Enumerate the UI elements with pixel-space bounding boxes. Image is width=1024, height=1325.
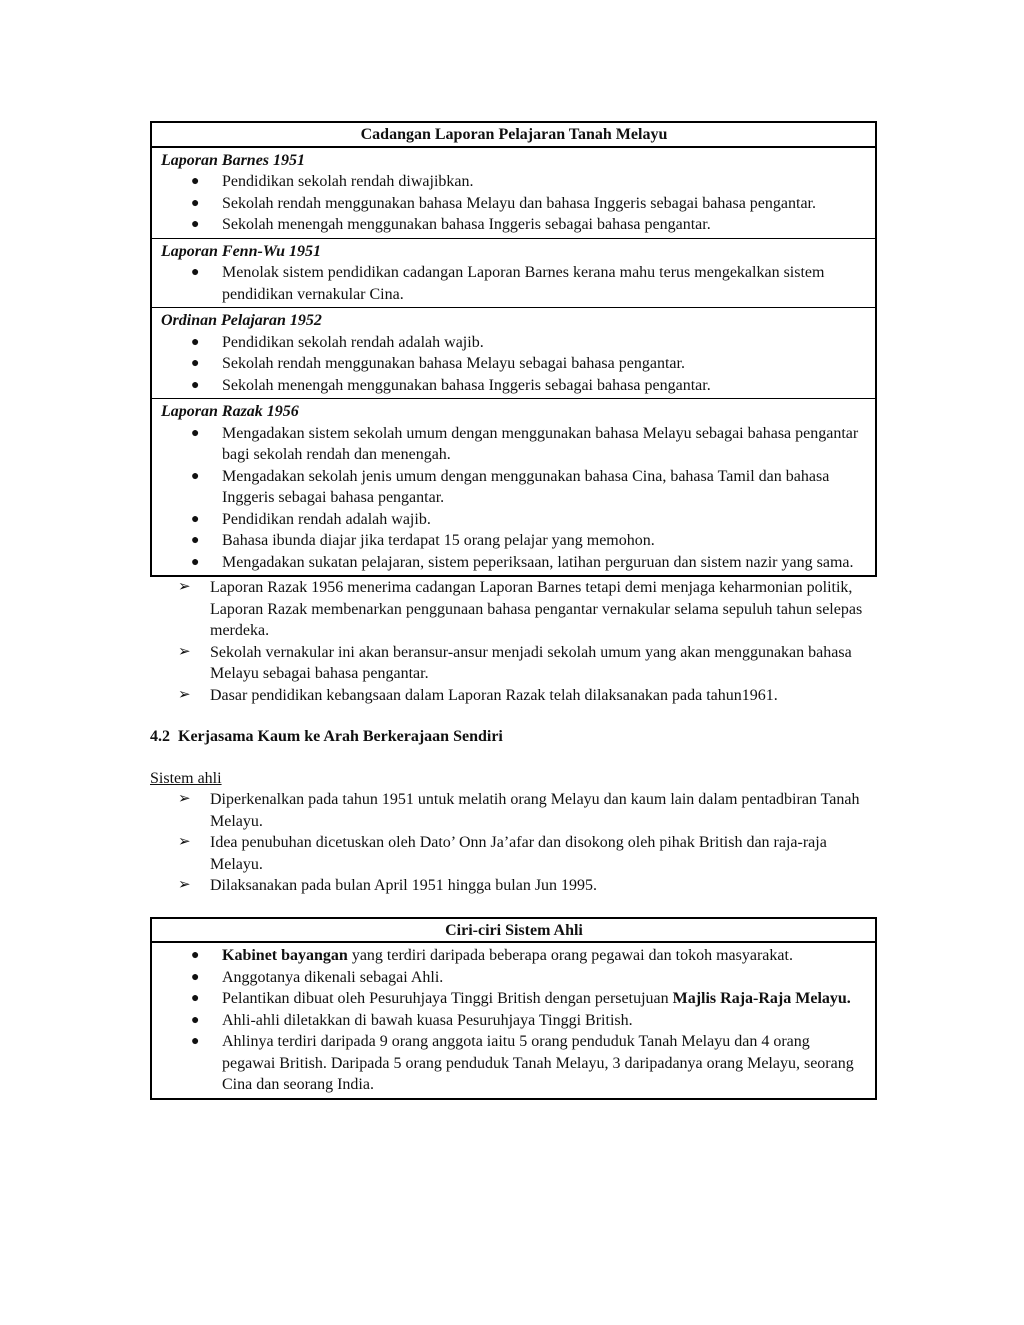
laporan-table: [150, 121, 877, 577]
section-title: Laporan Fenn-Wu 1951: [161, 242, 322, 260]
list-item: ● Menolak sistem pendidikan cadangan Laporan Barnes kerana mahu terus mengekalkan sistem pendidikan vernakular Cina.: [191, 264, 825, 303]
list-item: ➢ Dasar pendidikan kebangsaan dalam Laporan Razak telah dilaksanakan pada tahun1961.: [150, 685, 867, 707]
bullet-icon: ●: [191, 554, 200, 570]
list-item: ➢ Idea penubuhan dicetuskan oleh Dato’ Onn Ja’afar dan disokong oleh pihak British dan raja-raja Melayu.: [178, 834, 827, 873]
bullet-icon: ●: [191, 174, 200, 189]
bullet-icon: ●: [191, 969, 200, 985]
list-item: ● Pendidikan rendah adalah wajib.: [161, 509, 867, 531]
list-item: ● Ahli-ahli diletakkan di bawah kuasa Pesuruhjaya Tinggi British.: [161, 1010, 867, 1032]
list-item: ● Mengadakan sukatan pelajaran, sistem peperiksaan, latihan perguruan dan sistem nazir yang sama.: [161, 552, 867, 574]
table-title: Cadangan Laporan Pelajaran Tanah Melayu: [151, 122, 876, 147]
list-item: ● Sekolah menengah menggunakan bahasa Inggeris sebagai bahasa pengantar.: [161, 214, 867, 236]
arrow-bullet-icon: ➢: [178, 877, 191, 893]
list-item: ● Pelantikan dibuat oleh Pesuruhjaya Tinggi British dengan persetujuan Majlis Raja-Raja Melayu.: [161, 988, 867, 1010]
section-ordinan: [151, 308, 876, 399]
list-item: ➢ Laporan Razak 1956 menerima cadangan Laporan Barnes tetapi demi menjaga keharmonian politik, Laporan Razak membenarkan penggunaan bahasa pengantar vernakular selama sepuluh tahun selepas merdeka.: [178, 579, 863, 639]
list-item: ● Kabinet bayangan yang terdiri daripada beberapa orang pegawai dan tokoh masyarakat.: [161, 945, 867, 967]
bullet-icon: ●: [191, 533, 200, 548]
table-title: Ciri-ciri Sistem Ahli: [151, 918, 876, 943]
list-item: ● Sekolah menengah menggunakan bahasa Inggeris sebagai bahasa pengantar.: [161, 375, 867, 397]
bullet-icon: ●: [191, 356, 200, 371]
list-item: ● Mengadakan sekolah jenis umum dengan menggunakan bahasa Cina, bahasa Tamil dan bahasa Inggeris sebagai bahasa pengantar.: [191, 467, 830, 506]
arrow-bullet-icon: ➢: [178, 834, 191, 850]
bullet-icon: ●: [191, 377, 200, 393]
list-item: ● Sekolah rendah menggunakan bahasa Melayu dan bahasa Inggeris sebagai bahasa pengantar.: [161, 193, 867, 215]
section-fenn-wu: [151, 238, 876, 308]
arrow-bullet-icon: ➢: [178, 579, 191, 595]
arrow-bullet-icon: ➢: [178, 686, 191, 703]
subheading: Sistem ahli: [150, 769, 222, 787]
list-item: ● Pendidikan sekolah rendah adalah wajib.: [161, 332, 867, 354]
list-item: ● Pendidikan sekolah rendah diwajibkan.: [161, 171, 867, 193]
arrow-bullet-icon: ➢: [178, 643, 191, 660]
bullet-icon: ●: [191, 265, 200, 280]
ciri-table: [150, 917, 877, 1100]
list-item: ● Bahasa ibunda diajar jika terdapat 15 orang pelajar yang memohon.: [161, 530, 867, 552]
list-item: ● Mengadakan sistem sekolah umum dengan menggunakan bahasa Melayu sebagai bahasa pengantar bagi sekolah rendah dan menengah.: [191, 424, 859, 463]
bullet-icon: ●: [191, 468, 200, 484]
section-barnes: [151, 147, 876, 239]
ciri-items: [151, 942, 876, 1099]
sistem-notes-list: [150, 789, 877, 897]
bullet-icon: ●: [191, 511, 200, 527]
bullet-icon: ●: [191, 195, 200, 211]
arrow-bullet-icon: ➢: [178, 791, 191, 807]
list-item: ➢ Dilaksanakan pada bulan April 1951 hingga bulan Jun 1995.: [150, 875, 867, 897]
document-page: [150, 121, 877, 1100]
list-item: ● Ahlinya terdiri daripada 9 orang anggota iaitu 5 orang penduduk Tanah Melayu dan 4 orang pegawai British. Daripada 5 orang penduduk Tanah Melayu, 3 daripadanya orang Melayu, seorang Cina dan seorang India.: [191, 1033, 854, 1093]
bullet-icon: ●: [191, 1034, 200, 1049]
bullet-icon: ●: [191, 425, 200, 441]
bullet-icon: ●: [191, 1012, 200, 1028]
bullet-icon: ●: [191, 217, 200, 232]
bullet-icon: ●: [191, 334, 200, 350]
section-title: Ordinan Pelajaran 1952: [161, 312, 322, 329]
list-item: ➢ Diperkenalkan pada tahun 1951 untuk melatih orang Melayu dan kaum lain dalam pentadbiran Tanah Melayu.: [178, 791, 860, 830]
section-title: Laporan Barnes 1951: [161, 151, 306, 169]
section-heading: 4.2 Kerjasama Kaum ke Arah Berkerajaan Sendiri: [150, 728, 503, 745]
section-razak: [151, 399, 876, 577]
notes-list: [150, 577, 877, 706]
bullet-icon: ●: [191, 948, 200, 963]
list-item: ➢ Sekolah vernakular ini akan beransur-ansur menjadi sekolah umum yang akan menggunakan bahasa Melayu sebagai bahasa pengantar.: [178, 643, 852, 682]
list-item: ● Sekolah rendah menggunakan bahasa Melayu sebagai bahasa pengantar.: [161, 353, 867, 375]
section-title: Laporan Razak 1956: [161, 403, 299, 420]
list-item: ● Anggotanya dikenali sebagai Ahli.: [161, 967, 867, 989]
bullet-icon: ●: [191, 991, 200, 1006]
